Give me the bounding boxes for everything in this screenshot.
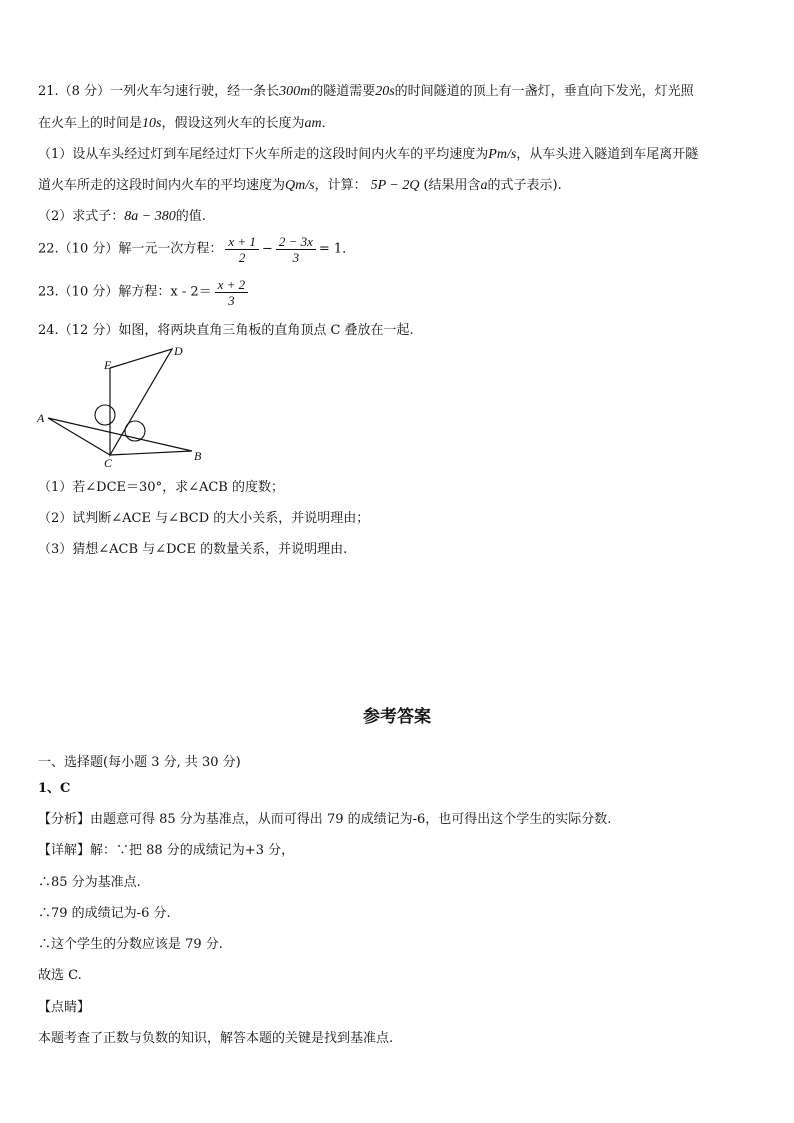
q21-text: (结果用含: [423, 178, 481, 193]
q21-text: 的式子表示).: [487, 178, 562, 193]
label-b: B: [194, 449, 202, 463]
triangle-figure: [34, 343, 234, 473]
hole-circle-left: [95, 405, 115, 425]
q21-text: 道火车所走的这段时间内火车的平均速度为: [38, 178, 286, 193]
q23-text: 23.（10 分）解方程：x - 2＝: [38, 284, 212, 300]
label-a: A: [37, 411, 45, 425]
q24-sub-1: [38, 479, 284, 497]
q21-text: ，从车头进入隧道到车尾离开隧: [516, 147, 699, 162]
q24-sub-3: [38, 541, 347, 559]
fraction-numerator: x + 1: [225, 234, 259, 250]
label-d: D: [174, 344, 183, 358]
train-length: am: [304, 116, 322, 131]
q21-line-2: [38, 115, 335, 133]
label-e: E: [104, 358, 112, 372]
q21-text: （1）设从车头经过灯到车尾经过灯下火车所走的这段时间内火车的平均速度为: [38, 147, 489, 162]
item-text: 1、C: [38, 781, 71, 796]
step-text: ∴这个学生的分数应该是 79 分.: [38, 937, 223, 952]
answer-choice: [38, 967, 82, 985]
q21-part1-line-2: [38, 177, 562, 195]
answer-comment: [38, 1030, 393, 1048]
q21-text: ．: [321, 116, 335, 131]
label-c: C: [104, 456, 113, 470]
answer-step-2: [38, 905, 171, 923]
q21-text: 的隧道需要: [310, 84, 376, 99]
q21-part2: [38, 208, 206, 226]
answer-analysis: [38, 811, 611, 829]
speed-p: Pm/s: [488, 147, 517, 162]
minus-sign: −: [261, 241, 273, 257]
fraction-numerator: 2 − 3x: [276, 234, 316, 250]
q22-text: 22.（10 分）解一元一次方程：: [38, 241, 223, 257]
q21-text: 在火车上的时间是: [38, 116, 143, 131]
q24-statement: [38, 322, 414, 340]
q22-fraction-1: [225, 234, 259, 265]
var-a: a: [480, 178, 488, 193]
expr-8a-380: 8a − 380: [124, 209, 176, 224]
analysis-text: 【分析】由题意可得 85 分为基准点，从而可得出 79 的成绩记为-6，也可得出这个学生的实际分数.: [38, 812, 612, 827]
comment-text: 本题考查了正数与负数的知识，解答本题的关键是找到基准点.: [38, 1031, 394, 1046]
tunnel-length: 300m: [279, 84, 311, 99]
q24-sub-text: （2）试判断∠ACE 与∠BCD 的大小关系，并说明理由；: [38, 511, 370, 526]
fraction-denominator: 3: [228, 293, 235, 308]
section-text: 一、选择题(每小题 3 分, 共 30 分): [38, 755, 241, 770]
step-text: ∴85 分为基准点.: [38, 875, 141, 890]
q21-text: 的值.: [175, 209, 206, 224]
q21-text: 的时间隧道的顶上有一盏灯，垂直向下发光，灯光照: [394, 84, 694, 99]
answer-step-3: [38, 936, 223, 954]
q23-fraction: [215, 277, 249, 308]
triangle-acb: [48, 418, 192, 455]
time-under-light: 10s: [142, 116, 162, 131]
equals-one: = 1．: [318, 241, 356, 257]
answer-step-1: [38, 874, 141, 892]
comment-label-text: 【点睛】: [38, 1000, 91, 1015]
q23-equation: [38, 277, 251, 308]
q21-part1-line-1: [38, 146, 698, 164]
q22-equation: [38, 234, 355, 265]
choice-text: 故选 C.: [38, 968, 82, 983]
answer-comment-label: [38, 999, 90, 1017]
q21-text: （2）求式子：: [38, 209, 125, 224]
q24-text: 24.（12 分）如图，将两块直角三角板的直角顶点 C 叠放在一起.: [38, 323, 414, 338]
answer-detail: [38, 842, 294, 860]
q21-text: ，假设这列火车的长度为: [161, 116, 305, 131]
q22-fraction-2: [276, 234, 316, 265]
fraction-denominator: 2: [238, 250, 246, 265]
fraction-denominator: 3: [292, 250, 300, 265]
detail-text: 【详解】解：∵把 88 分的成绩记为+3 分，: [38, 843, 295, 858]
answers-heading: 参考答案: [363, 707, 431, 727]
expr-5p-2q: 5P − 2Q: [370, 178, 420, 193]
fraction-numerator: x + 2: [215, 277, 249, 293]
q24-sub-2: [38, 510, 369, 528]
answers-section: [38, 754, 241, 772]
q21-text: ，计算：: [314, 178, 367, 193]
step-text: ∴79 的成绩记为-6 分.: [38, 906, 171, 921]
q21-text: 21.（8 分）一列火车匀速行驶，经一条长: [38, 84, 280, 99]
speed-q: Qm/s: [285, 178, 315, 193]
q24-sub-text: （3）猜想∠ACB 与∠DCE 的数量关系，并说明理由.: [38, 542, 348, 557]
time-through-tunnel: 20s: [375, 84, 395, 99]
answer-item: [38, 780, 70, 798]
q24-sub-text: （1）若∠DCE＝30°，求∠ACB 的度数；: [38, 480, 284, 495]
q21-line-1: [38, 83, 694, 101]
